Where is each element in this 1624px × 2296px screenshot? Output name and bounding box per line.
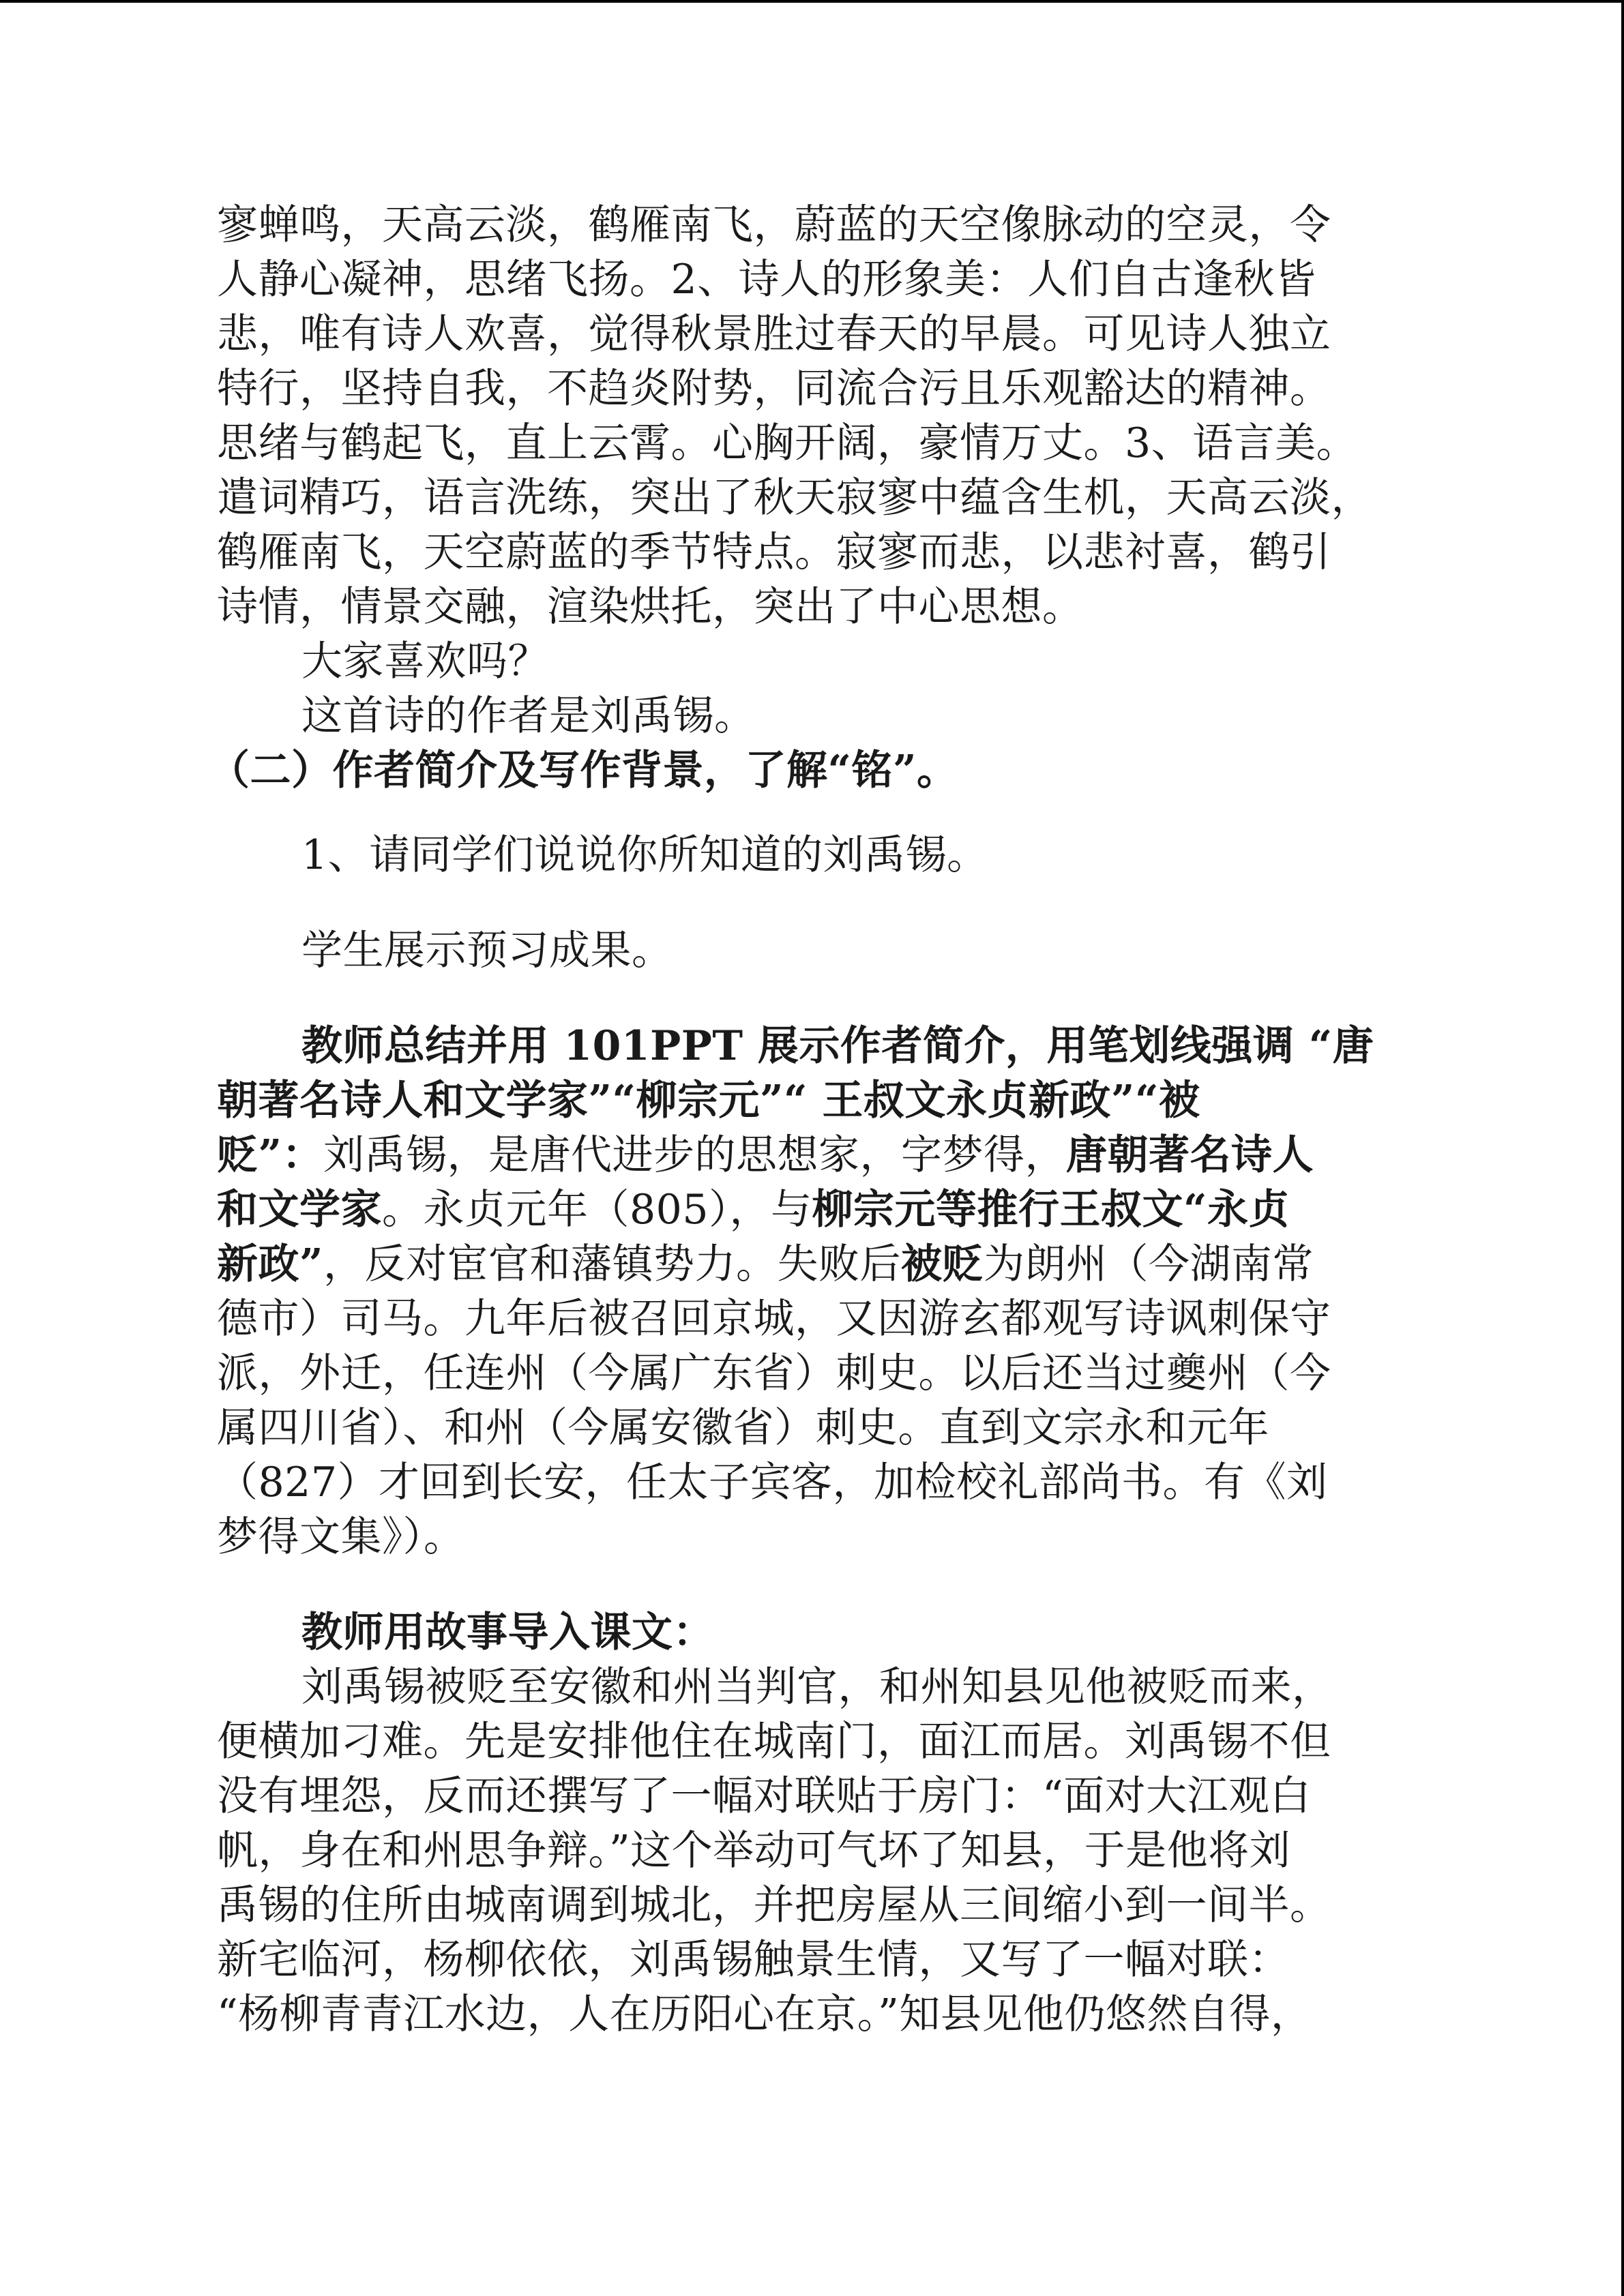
emphasis-text: 朝著名诗人和文学家”“柳宗元”“ 王叔文永贞新政”“被	[217, 1077, 1200, 1124]
question-line: 大家喜欢吗？	[301, 638, 549, 685]
plain-text: 。永贞元年（805），与	[382, 1186, 812, 1234]
plain-text: 为朗州（今湖南常	[984, 1240, 1314, 1288]
text-line: 寥蝉鸣，天高云淡，鹤雁南飞，蔚蓝的天空像脉动的空灵，令	[217, 201, 1331, 249]
text-line: （827）才回到长安，任太子宾客，加检校礼部尚书。有《刘	[217, 1459, 1328, 1506]
story-paragraph	[217, 1660, 1417, 2042]
text-line: 悲，唯有诗人欢喜，觉得秋景胜过春天的早晨。可见诗人独立	[217, 310, 1331, 358]
plain-text: 刘禹锡，是唐代进步的思想家，字梦得，	[323, 1131, 1067, 1179]
text-line: 鹤雁南飞，天空蔚蓝的季节特点。寂寥而悲，以悲衬喜，鹤引	[217, 528, 1331, 576]
emphasis-text: 教师用故事导入课文：	[301, 1609, 714, 1656]
section-heading: （二）作者简介及写作背景，了解“铭”。	[209, 747, 958, 794]
text-line: 禹锡的住所由城南调到城北，并把房屋从三间缩小到一间半。	[217, 1881, 1331, 1929]
document-body	[209, 198, 1417, 2042]
text-line: 属四川省）、和州（今属安徽省）刺史。直到文宗永和元年	[217, 1404, 1269, 1452]
text-line: 人静心凝神，思绪飞扬。2、诗人的形象美：人们自古逢秋皆	[217, 256, 1316, 303]
text-line: 诗情，情景交融，渲染烘托，突出了中心思想。	[217, 583, 1084, 631]
text-line	[217, 1073, 1417, 1128]
text-line: 便横加刁难。先是安排他住在城南门，面江而居。刘禹锡不但	[217, 1718, 1331, 1765]
emphasis-text: 新政”	[217, 1240, 324, 1288]
text-line	[217, 1019, 1417, 1073]
text-line	[217, 1128, 1417, 1182]
text-line	[217, 1182, 1417, 1237]
emphasis-text: 被贬	[901, 1240, 984, 1288]
author-line: 这首诗的作者是刘禹锡。	[301, 692, 756, 740]
text-line	[217, 1237, 1417, 1292]
text-line: 派，外迁，任连州（今属广东省）刺史。以后还当过夔州（今	[217, 1350, 1331, 1397]
emphasis-text: 柳宗元等推行王叔文“永贞	[812, 1186, 1290, 1234]
text-line: 新宅临河，杨柳依依，刘禹锡触景生情，又写了一幅对联：	[217, 1936, 1290, 1984]
text-line: 遣词精巧，语言洗练，突出了秋天寂寥中蕴含生机，天高云淡，	[217, 474, 1372, 522]
text-line: 思绪与鹤起飞，直上云霄。心胸开阔，豪情万丈。3、语言美。	[217, 419, 1358, 467]
text-line: 梦得文集》）。	[217, 1513, 465, 1561]
text-line: 德市）司马。九年后被召回京城，又因游玄都观写诗讽刺保守	[217, 1295, 1331, 1343]
appreciation-paragraph	[217, 198, 1417, 634]
emphasis-text: 唐朝著名诗人	[1066, 1131, 1314, 1179]
emphasis-text: 贬”：	[217, 1131, 324, 1179]
text-line: 帆，身在和州思争辩。”这个举动可气坏了知县，于是他将刘	[217, 1827, 1291, 1875]
text-line: 没有埋怨，反而还撰写了一幅对联贴于房门：“面对大江观白	[217, 1772, 1312, 1820]
emphasis-text: 教师总结并用 101PPT 展示作者简介，用笔划线强调 “唐	[301, 1022, 1374, 1070]
text-line: 刘禹锡被贬至安徽和州当判官，和州知县见他被贬而来，	[301, 1663, 1333, 1711]
text-line: “杨柳青青江水边，人在历阳心在京。”知县见他仍悠然自得，	[217, 1991, 1312, 2038]
author-summary-paragraph	[217, 1019, 1417, 1564]
story-heading	[217, 1605, 1417, 1660]
student-show-line: 学生展示预习成果。	[301, 927, 673, 974]
plain-text: ，反对宦官和藩镇势力。失败后	[323, 1240, 902, 1288]
text-line: 特行，坚持自我，不趋炎附势，同流合污且乐观豁达的精神。	[217, 365, 1331, 413]
emphasis-text: 和文学家	[217, 1186, 382, 1234]
prompt-line: 1、请同学们说说你所知道的刘禹锡。	[301, 831, 988, 879]
